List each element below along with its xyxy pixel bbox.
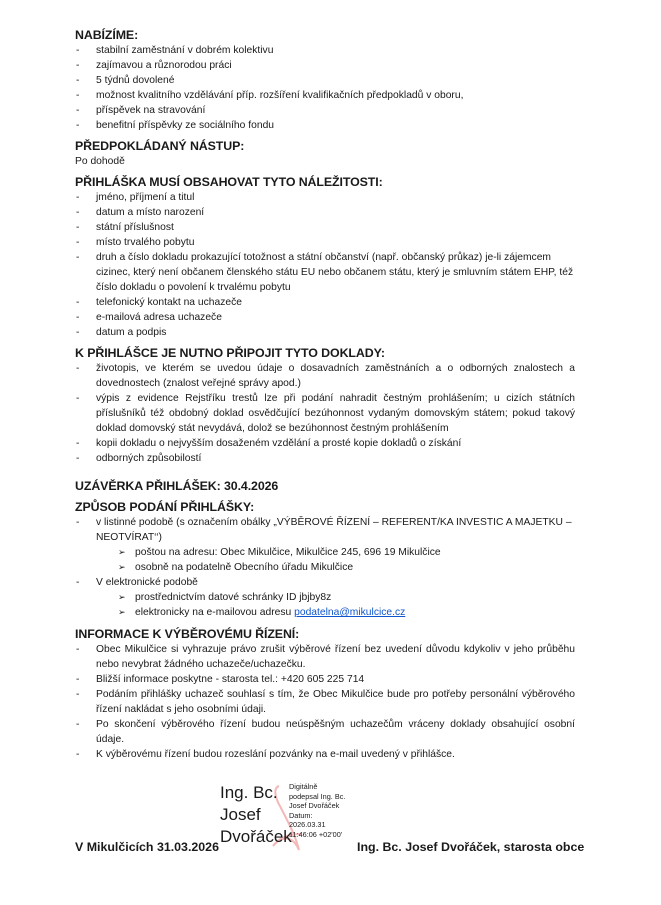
heading-offer: NABÍZÍME: — [75, 28, 139, 42]
list-item: - místo trvalého pobytu — [75, 235, 575, 250]
list-item: - Bližší informace poskytne - starosta tel.: +420 605 225 714 — [75, 672, 575, 687]
signer-name: Ing. Bc. Josef Dvořáček — [220, 783, 292, 846]
list-item: - telefonický kontakt na uchazeče — [75, 295, 575, 310]
arrow-bullet-icon: ➢ — [118, 607, 126, 617]
submission-electronic — [75, 575, 575, 590]
document-page — [75, 27, 575, 767]
application-list — [75, 190, 575, 340]
list-item: ➢ prostřednictvím datové schránky ID jbjby8z — [118, 592, 332, 603]
list-item: - benefitní příspěvky ze sociálního fondu — [75, 118, 575, 133]
section-application — [75, 174, 575, 340]
offer-list — [75, 43, 575, 133]
heading-submission: ZPŮSOB PODÁNÍ PŘIHLÁŠKY: — [75, 500, 255, 514]
heading-documents: K PŘIHLÁŠCE JE NUTNO PŘIPOJIT TYTO DOKLADY: — [75, 346, 385, 360]
submission-list-electronic — [75, 575, 575, 590]
list-item: ➢ elektronicky na e-mailovou adresu podatelna@mikulcice.cz — [118, 607, 406, 618]
heading-application: PŘIHLÁŠKA MUSÍ OBSAHOVAT TYTO NÁLEŽITOSTI: — [75, 175, 383, 189]
heading-start: PŘEDPOKLÁDANÝ NÁSTUP: — [75, 139, 245, 153]
list-item: - K výběrovému řízení budou rozeslání pozvánky na e-mail uvedený v přihlášce. — [75, 747, 575, 762]
submission-list — [75, 515, 575, 545]
list-item: - odborných způsobilostí — [75, 451, 575, 466]
heading-deadline: UZÁVĚRKA PŘIHLÁŠEK: 30.4.2026 — [75, 479, 279, 493]
list-item: ➢ poštou na adresu: Obec Mikulčice, Mikulčice 245, 696 19 Mikulčice — [118, 547, 441, 558]
section-offer — [75, 27, 575, 133]
list-item: - životopis, ve kterém se uvedou údaje o dosavadních zaměstnáních a o odborných znalostech a dovednostech (znalost veřejné správy apod.) — [75, 361, 575, 391]
submission-electronic-label: V elektronické podobě — [96, 577, 198, 588]
list-item: - datum a podpis — [75, 325, 575, 340]
place-date: V Mikulčicích 31.03.2026 — [75, 840, 219, 854]
section-deadline — [75, 478, 575, 494]
list-item: - datum a místo narození — [75, 205, 575, 220]
submission-paper — [75, 515, 575, 545]
documents-list — [75, 361, 575, 466]
list-item: - příspěvek na stravování — [75, 103, 575, 118]
section-start — [75, 138, 575, 169]
list-item: - Po skončení výběrového řízení budou neúspěšným uchazečům vráceny doklady obsahující osobní údaje. — [75, 717, 575, 747]
list-item: - možnost kvalitního vzdělávání příp. rozšíření kvalifikačních předpokladů v oboru, — [75, 88, 575, 103]
list-item: - stabilní zaměstnání v dobrém kolektivu — [75, 43, 575, 58]
start-text: Po dohodě — [75, 156, 125, 167]
heading-info: INFORMACE K VÝBĚROVÉMU ŘÍZENÍ: — [75, 627, 300, 641]
list-item: - zajímavou a různorodou práci — [75, 58, 575, 73]
list-item: - e-mailová adresa uchazeče — [75, 310, 575, 325]
list-item: ➢ osobně na podatelně Obecního úřadu Mikulčice — [118, 562, 354, 573]
section-info — [75, 626, 575, 762]
mayor-title: Ing. Bc. Josef Dvořáček, starosta obce — [357, 840, 585, 854]
arrow-bullet-icon: ➢ — [118, 562, 126, 572]
info-list — [75, 642, 575, 762]
list-item: - kopii dokladu o nejvyšším dosaženém vzdělání a prosté kopie dokladů o získání — [75, 436, 575, 451]
list-item: - 5 týdnů dovolené — [75, 73, 575, 88]
arrow-bullet-icon: ➢ — [118, 592, 126, 602]
submission-paper-options — [75, 545, 575, 575]
list-item: - Obec Mikulčice si vyhrazuje právo zrušit výběrové řízení bez uvedení důvodu kdykoliv v jeho průběhu nebo nevybrat žádného uchazeče/uchazečku. — [75, 642, 575, 672]
list-item: - Podáním přihlášky uchazeč souhlasí s tím, že Obec Mikulčice bude pro potřeby personální výběrového řízení nakládat s jeho osobními údaji. — [75, 687, 575, 717]
submission-electronic-options — [75, 590, 575, 620]
arrow-bullet-icon: ➢ — [118, 547, 126, 557]
list-item: - jméno, příjmení a titul — [75, 190, 575, 205]
list-item: - výpis z evidence Rejstříku trestů lze při podání nahradit čestným prohlášením; u cizích státních příslušníků též obdobný doklad osvědčující bezúhonnost vydaným domovským státem; pokud takový doklad domovský stát nevydává, dolož se bezúhonnost čestným prohlášením — [75, 391, 575, 436]
digital-signature-info: Digitálně podepsal Ing. Bc. Josef Dvořáček Datum: 2026.03.31 11:46:06 +02'00' — [289, 782, 346, 839]
section-submission — [75, 499, 575, 620]
email-link[interactable]: podatelna@mikulcice.cz — [294, 607, 406, 618]
list-item: - státní příslušnost — [75, 220, 575, 235]
signature-row — [75, 782, 595, 862]
section-documents — [75, 345, 575, 466]
list-item: - druh a číslo dokladu prokazující totožnost a státní občanství (např. občanský průkaz) je-li zájemcem cizinec, který není občanem členského státu EU nebo občanem státu, který je smluvním státem EHP, též číslo dokladu o povolení k trvalému pobytu — [75, 250, 575, 295]
submission-paper-label: v listinné podobě (s označením obálky „VÝBĚROVÉ ŘÍZENÍ – REFERENT/KA INVESTIC A MAJETKU – NEOTVÍRAT‘‘) — [96, 517, 572, 543]
